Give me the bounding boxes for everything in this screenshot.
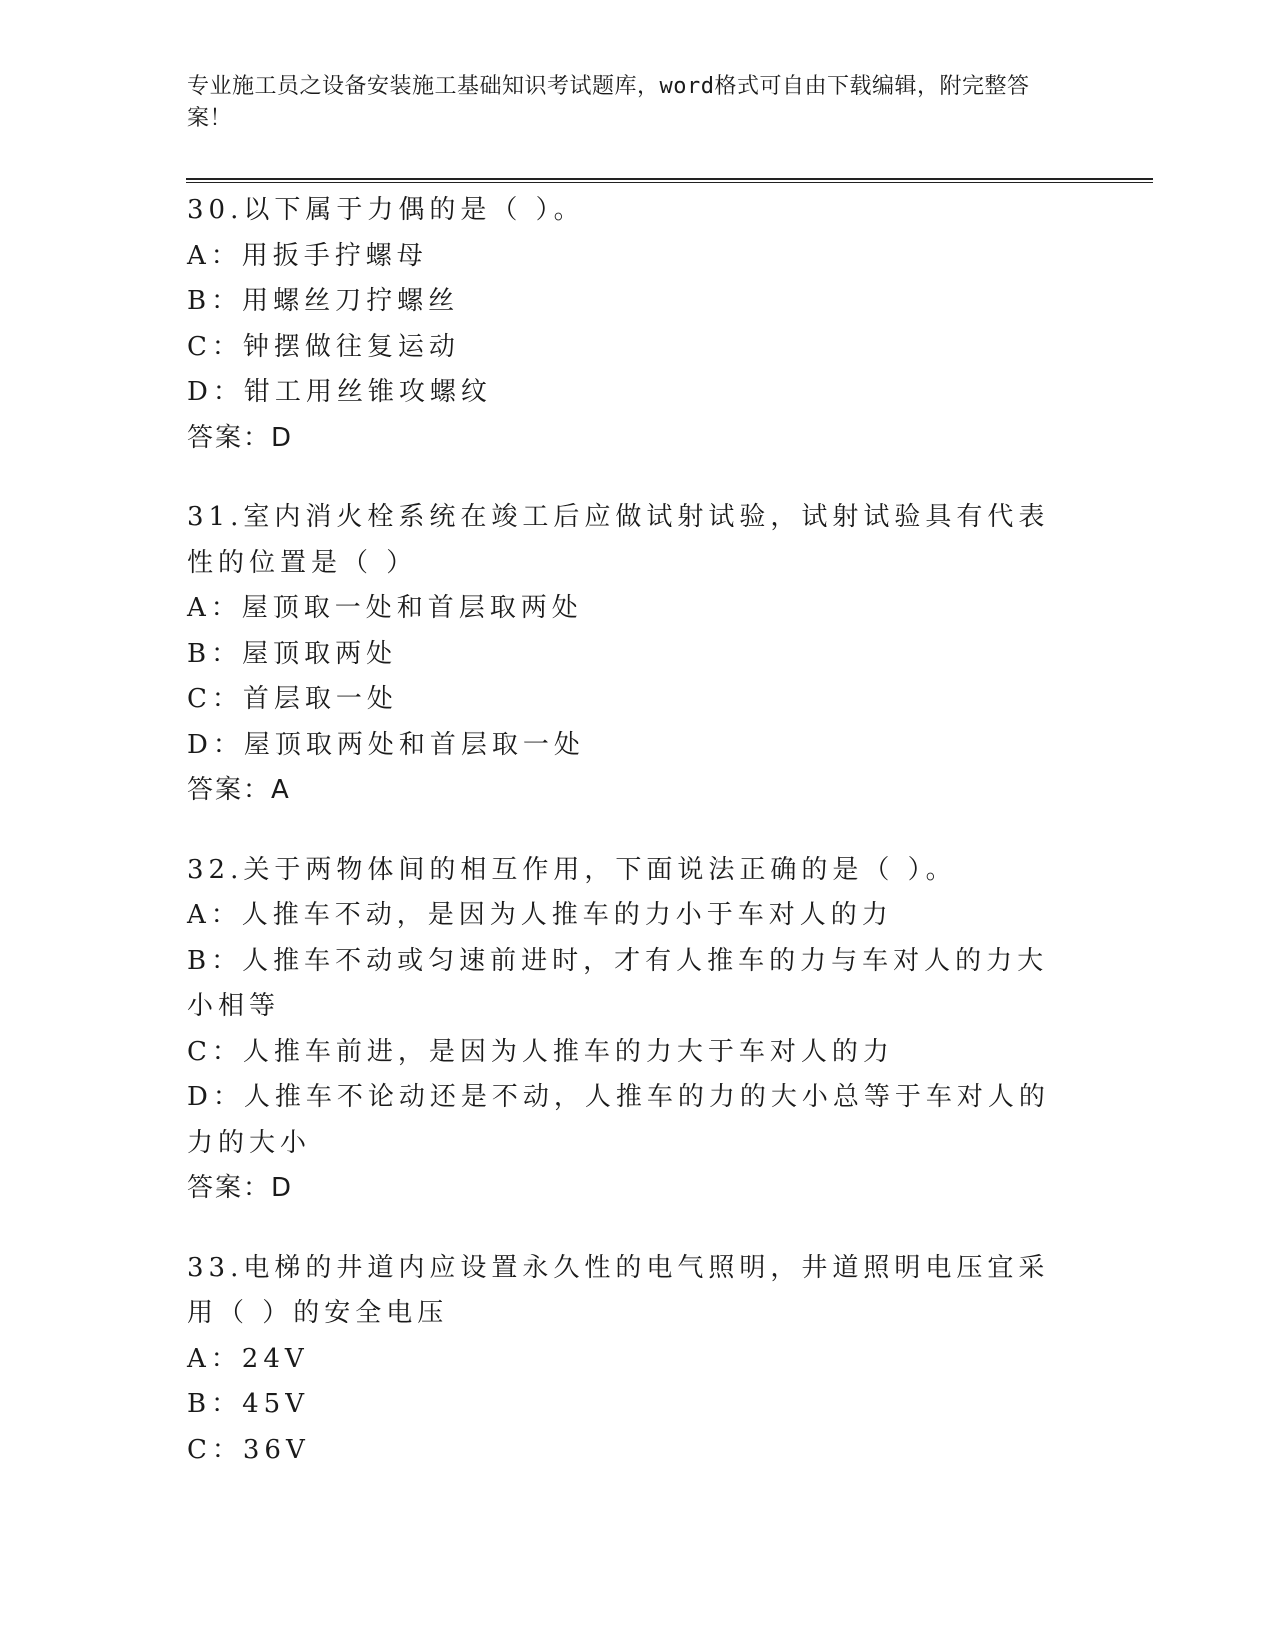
header-divider: [186, 178, 1153, 183]
option-a: A：人推车不动，是因为人推车的力小于车对人的力: [187, 900, 893, 930]
answer-line: [187, 768, 1067, 814]
question-stem: 32.关于两物体间的相互作用，下面说法正确的是（ ）。: [187, 854, 957, 885]
option-a: A：24V: [187, 1343, 309, 1374]
option-d: D：人推车不论动还是不动，人推车的力的大小总等于车对人的力的大小: [187, 1082, 1050, 1158]
question-stem: 33.电梯的井道内应设置永久性的电气照明，井道照明电压宜采用（ ）的安全电压: [187, 1252, 1050, 1328]
option-b: B：45V: [187, 1389, 309, 1419]
question-33: [187, 1246, 1067, 1474]
answer-label: 答案：: [187, 1173, 272, 1203]
answer-line: [187, 416, 1067, 462]
option-a: A：屋顶取一处和首层取两处: [187, 593, 583, 623]
answer-value: A: [271, 775, 291, 805]
option-b: B：人推车不动或匀速前进时，才有人推车的力与车对人的力大小相等: [187, 945, 1049, 1021]
answer-value: D: [271, 422, 294, 453]
question-30: [187, 188, 1067, 461]
option-a: A：用扳手拧螺母: [187, 240, 428, 271]
option-b: B：屋顶取两处: [187, 638, 398, 669]
question-stem: 30.以下属于力偶的是（ ）。: [187, 195, 585, 225]
answer-value: D: [271, 1173, 294, 1203]
option-c: C：钟摆做往复运动: [187, 331, 460, 362]
option-c: C：36V: [187, 1434, 310, 1465]
document-header: 专业施工员之设备安装施工基础知识考试题库，word格式可自由下载编辑，附完整答案！: [187, 74, 1030, 131]
option-d: D：屋顶取两处和首层取一处: [187, 729, 585, 760]
answer-label: 答案：: [187, 422, 272, 453]
option-c: C：首层取一处: [187, 684, 398, 714]
option-b: B：用螺丝刀拧螺丝: [187, 286, 460, 316]
question-stem: 31.室内消火栓系统在竣工后应做试射试验，试射试验具有代表性的位置是（ ）: [187, 502, 1050, 578]
question-list: [187, 188, 1067, 1507]
question-32: [187, 848, 1067, 1212]
question-31: [187, 495, 1067, 814]
option-c: C：人推车前进，是因为人推车的力大于车对人的力: [187, 1036, 894, 1067]
answer-label: 答案：: [187, 775, 272, 805]
option-d: D：钳工用丝锥攻螺纹: [187, 377, 492, 407]
answer-line: [187, 1166, 1067, 1212]
